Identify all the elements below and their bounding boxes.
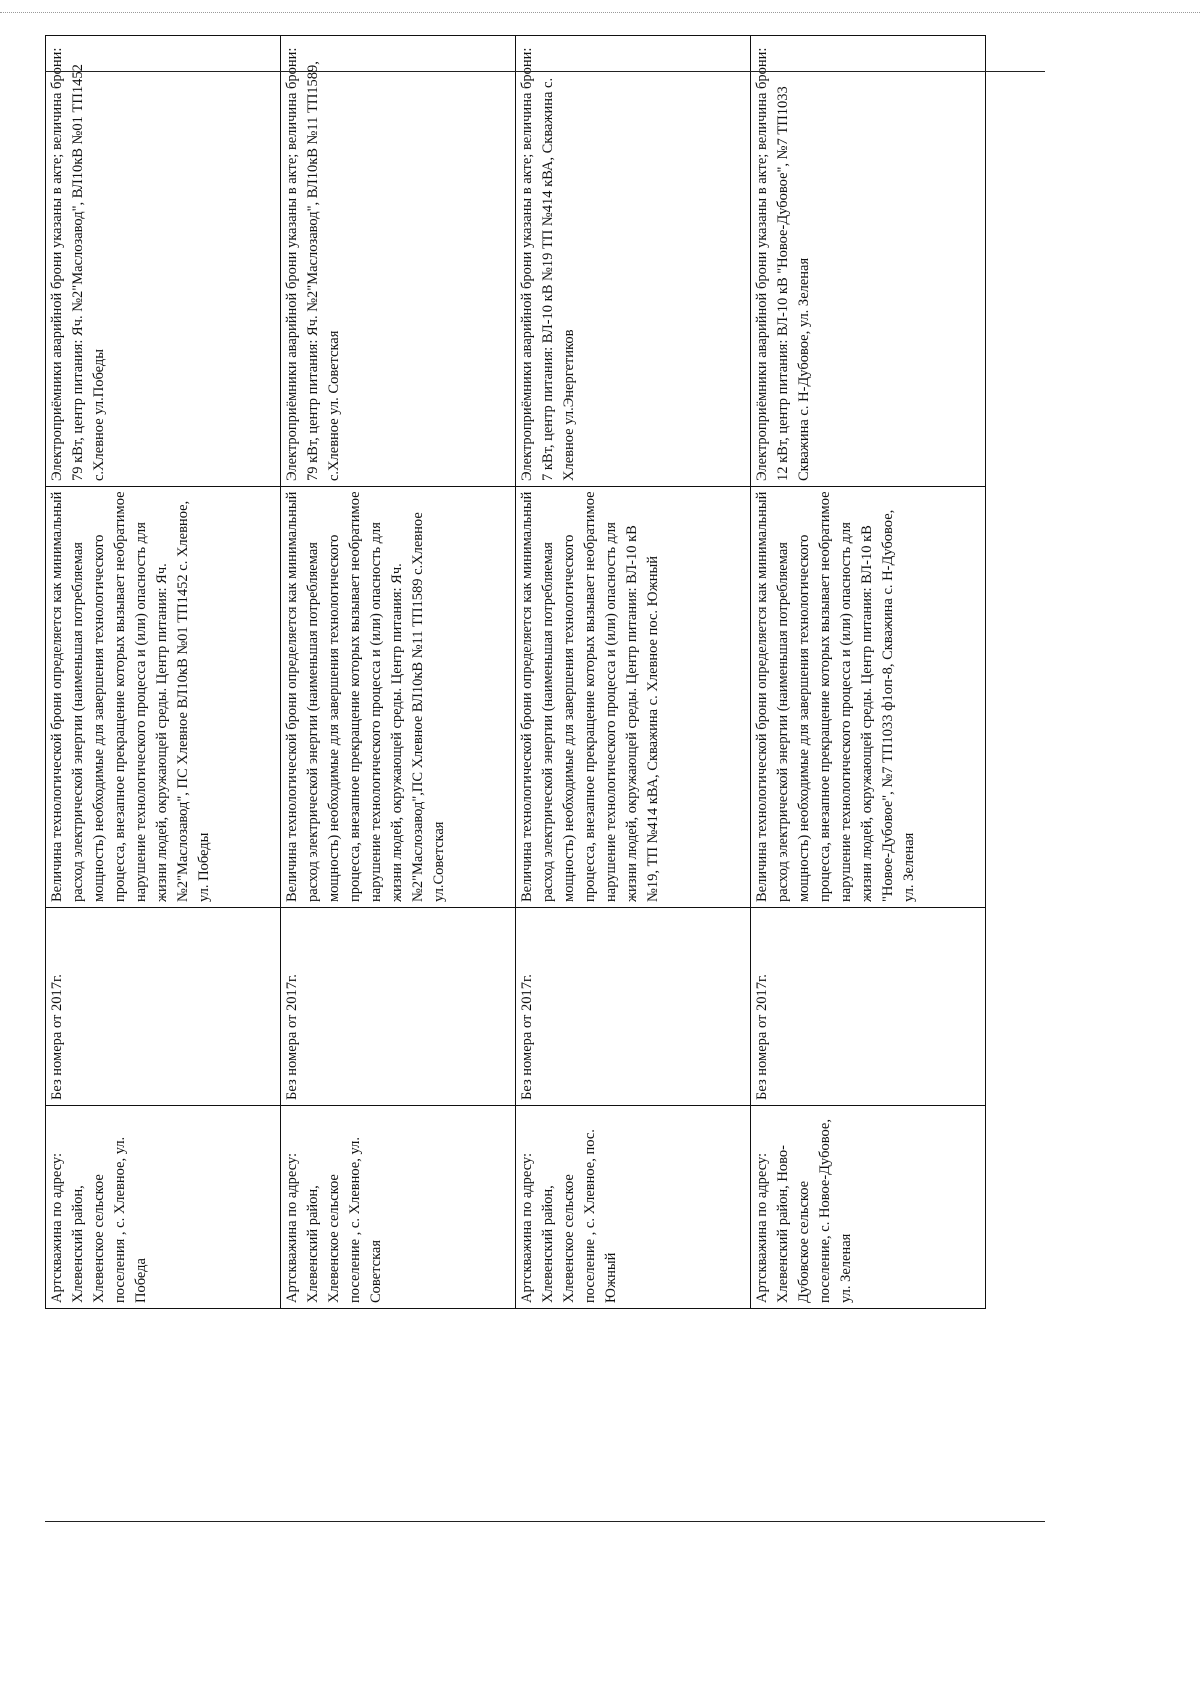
table-row [46, 36, 281, 1309]
object-cell: Артскважина по адресу: Хлевенский район, Хлевенское сельское поселения , с. Хлевное, ул. Победа [46, 1106, 281, 1309]
table-row [751, 36, 986, 1309]
emergency-reserve-cell: Электроприёмники аварийной брони указаны в акте; величина брони: 12 кВт, центр питания: ВЛ-10 кВ "Новое-Дубовое", №7 ТП1033 Скважина с. Н-Дубовое, ул. Зеленая [751, 36, 986, 487]
act-cell: Без номера от 2017г. [46, 908, 281, 1106]
tech-reserve-cell: Величина технологической брони определяется как минимальный расход электрической энергии (наименьшая потребляемая мощность) необходимые для завершения технологического процесса, внезапное прекращение которых вызывает необратимое нарушение технологического процесса и (или) опасность для жизни людей, окружающей среды. Центр питания: Яч. №2"Маслозавод",ПС Хлевное ВЛ10кВ №11 ТП1589 с.Хлевное ул.Советская [281, 487, 516, 908]
rule-line [45, 70, 1045, 72]
object-cell: Артскважина по адресу: Хлевенский район, Хлевенское сельское поселение , с. Хлевное, ул. Советская [281, 1106, 516, 1309]
emergency-reserve-cell: Электроприёмники аварийной брони указаны в акте; величина брони: 79 кВт, центр питания: Яч. №2"Маслозавод", ВЛ10кВ №11 ТП1589, с.Хлевное ул. Советская [281, 36, 516, 487]
act-cell: Без номера от 2017г. [751, 908, 986, 1106]
rule-line [45, 1520, 1045, 1522]
power-reserve-table [45, 35, 986, 1309]
tech-reserve-cell: Величина технологической брони определяется как минимальный расход электрической энергии (наименьшая потребляемая мощность) необходимые для завершения технологического процесса, внезапное прекращение которых вызывает необратимое нарушение технологического процесса и (или) опасность для жизни людей, окружающей среды. Центр питания: Яч. №2"Маслозавод", ПС Хлевное ВЛ10кВ №01 ТП1452 с. Хлевное, ул. Победы [46, 487, 281, 908]
emergency-reserve-cell: Электроприёмники аварийной брони указаны в акте; величина брони: 79 кВт, центр питания: Яч. №2"Маслозавод", ВЛ10кВ №01 ТП1452 с.Хлевное ул.Победы [46, 36, 281, 487]
tech-reserve-cell: Величина технологической брони определяется как минимальный расход электрической энергии (наименьшая потребляемая мощность) необходимые для завершения технологического процесса, внезапное прекращение которых вызывает необратимое нарушение технологического процесса и (или) опасность для жизни людей, окружающей среды. Центр питания: ВЛ-10 кВ №19, ТП №414 кВА, Скважина с. Хлевное пос. Южный [516, 487, 751, 908]
emergency-reserve-cell: Электроприёмники аварийной брони указаны в акте; величина брони: 7 кВт, центр питания: ВЛ-10 кВ №19 ТП №414 кВА, Скважина с. Хлевное ул.Энергетиков [516, 36, 751, 487]
object-cell: Артскважина по адресу: Хлевенский район, Ново-Дубовское сельское поселение, с. Новое-Дубовое, ул. Зеленая [751, 1106, 986, 1309]
table-row [281, 36, 516, 1309]
object-cell: Артскважина по адресу: Хлевенский район, Хлевенское сельское поселение , с. Хлевное, пос. Южный [516, 1106, 751, 1309]
act-cell: Без номера от 2017г. [516, 908, 751, 1106]
table-row [516, 36, 751, 1309]
tech-reserve-cell: Величина технологической брони определяется как минимальный расход электрической энергии (наименьшая потребляемая мощность) необходимые для завершения технологического процесса, внезапное прекращение которых вызывает необратимое нарушение технологического процесса и (или) опасность для жизни людей, окружающей среды. Центр питания: ВЛ-10 кВ "Новое-Дубовое", №7 ТП1033 ф1оп-8, Скважина с. Н-Дубовое, ул. Зеленая [751, 487, 986, 908]
act-cell: Без номера от 2017г. [281, 908, 516, 1106]
